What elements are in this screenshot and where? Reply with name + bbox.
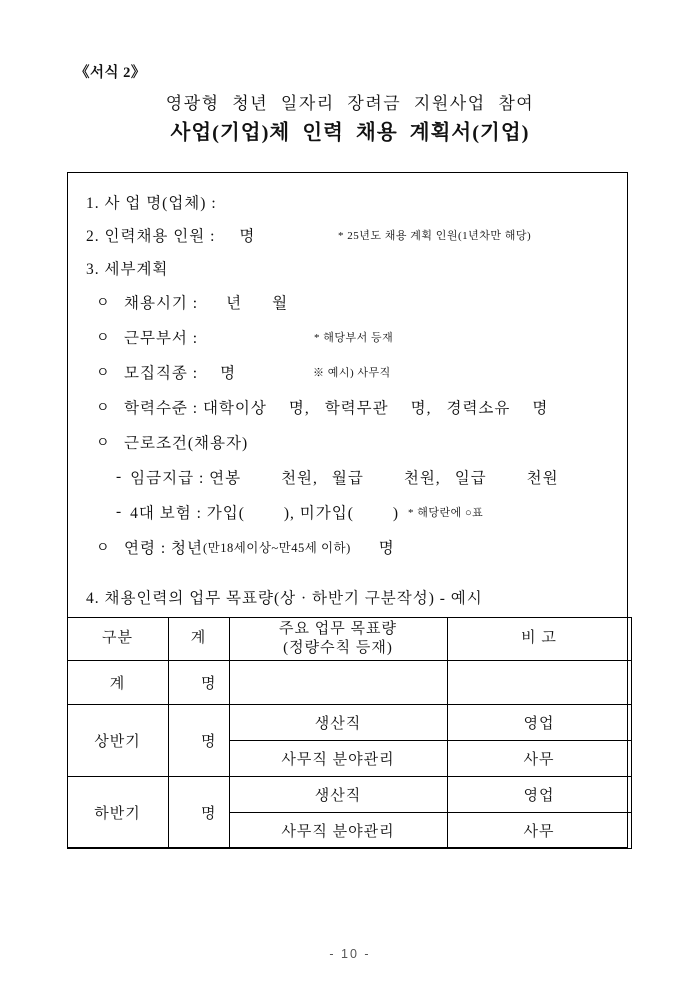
- second-half-task2-cell: 사무직 분야관리: [229, 812, 447, 848]
- education-label: 학력수준 : 대학이상: [124, 399, 267, 417]
- header-task-line2: (정량수칙 등재): [283, 639, 393, 656]
- line-business-name: [86, 185, 627, 218]
- form-content: [68, 173, 627, 613]
- total-unit-cell: 명: [168, 660, 229, 704]
- department-label: 근무부서 :: [124, 329, 199, 347]
- header-remark: 비 고: [447, 617, 631, 660]
- page-number: - 10 -: [329, 947, 371, 961]
- wage-unit-1: 천원,: [281, 469, 318, 487]
- circle-bullet-icon: ㅇ: [96, 295, 111, 311]
- header-task: [229, 617, 447, 660]
- document-title: 사업(기업)체 인력 채용 계획서(기업): [170, 122, 530, 144]
- detail-plan-label: 3. 세부계획: [86, 260, 169, 278]
- job-type-label: 모집직종 :: [124, 364, 199, 382]
- first-half-remark1-cell: 영업: [447, 704, 631, 740]
- hire-count-note: * 25년도 채용 계획 인원(1년차만 해당): [338, 229, 532, 242]
- form-body-box: [67, 172, 628, 848]
- first-half-task2-cell: 사무직 분야관리: [229, 740, 447, 776]
- circle-bullet-icon: ㅇ: [96, 365, 111, 381]
- education-unit-3: 명: [532, 399, 549, 417]
- sub-line-wage: [86, 459, 627, 494]
- bullet-work-condition: [86, 424, 627, 459]
- line-hire-count: [86, 218, 627, 251]
- circle-bullet-icon: ㅇ: [96, 330, 111, 346]
- second-half-task1-cell: 생산직: [229, 776, 447, 812]
- wage-label-2: 월급: [331, 469, 364, 487]
- first-half-task1-cell: 생산직: [229, 704, 447, 740]
- header-category: 구분: [67, 617, 168, 660]
- bullet-hiring-time: [86, 284, 627, 319]
- circle-bullet-icon: ㅇ: [96, 540, 111, 556]
- hiring-time-year-unit: 년: [226, 294, 243, 312]
- first-half-unit-cell: 명: [168, 704, 229, 776]
- hiring-time-month-unit: 월: [272, 294, 289, 312]
- wage-label-3: 일급: [454, 469, 487, 487]
- bullet-department: [86, 319, 627, 354]
- bullet-job-type: [86, 354, 627, 389]
- second-half-remark2-cell: 사무: [447, 812, 631, 848]
- form-tag: 《서식 2》: [75, 65, 146, 81]
- education-label-3: 경력소유: [446, 399, 511, 417]
- insurance-note: * 해당란에 ○표: [408, 506, 484, 519]
- dash-bullet-icon: -: [116, 502, 123, 520]
- circle-bullet-icon: ㅇ: [96, 435, 111, 451]
- hire-count-unit: 명: [239, 227, 256, 245]
- second-half-label-cell: 하반기: [67, 776, 168, 848]
- header-task-line1: 주요 업무 목표량: [279, 620, 397, 637]
- department-note: * 해당부서 등재: [314, 331, 394, 344]
- age-label: 연령 : 청년: [124, 539, 203, 557]
- dash-bullet-icon: -: [116, 467, 123, 485]
- wage-label: 임금지급 : 연봉: [130, 469, 242, 487]
- first-half-remark2-cell: 사무: [447, 740, 631, 776]
- total-remark-cell: [447, 660, 631, 704]
- work-condition-label: 근로조건(채용자): [124, 434, 249, 452]
- table-header-row: [67, 617, 631, 660]
- table-row-second-half-1: [67, 776, 631, 812]
- second-half-remark1-cell: 영업: [447, 776, 631, 812]
- wage-unit-2: 천원,: [403, 469, 441, 487]
- age-range-paren: (만18세이상~만45세 이하): [202, 540, 351, 555]
- second-half-unit-cell: 명: [168, 776, 229, 848]
- education-unit-1: 명,: [288, 399, 310, 417]
- work-target-table: [67, 617, 632, 849]
- sub-line-insurance: [86, 494, 627, 529]
- work-target-label: 4. 채용인력의 업무 목표량(상 · 하반기 구분작성) - 예시: [86, 589, 483, 607]
- table-row-first-half-1: [67, 704, 631, 740]
- line-work-target: [86, 580, 627, 613]
- total-label-cell: 계: [67, 660, 168, 704]
- education-label-2: 학력무관: [324, 399, 389, 417]
- job-type-unit: 명: [220, 364, 237, 382]
- job-type-note: ※ 예시) 사무직: [313, 366, 391, 379]
- wage-unit-3: 천원: [526, 469, 559, 487]
- hiring-time-label: 채용시기 :: [124, 294, 199, 312]
- hire-count-label: 2. 인력채용 인원 :: [86, 227, 216, 245]
- circle-bullet-icon: ㅇ: [96, 400, 111, 416]
- age-unit: 명: [378, 539, 395, 557]
- line-detail-plan: [86, 251, 627, 284]
- document-subtitle: 영광형 청년 일자리 장려금 지원사업 참여: [165, 94, 535, 113]
- table-row-total: [67, 660, 631, 704]
- total-task-cell: [229, 660, 447, 704]
- header-total: 계: [168, 617, 229, 660]
- bullet-age: [86, 529, 627, 564]
- business-name-label: 1. 사 업 명(업체) :: [86, 194, 217, 212]
- insurance-label: 4대 보험 : 가입( ), 미가입( ): [130, 504, 400, 522]
- education-unit-2: 명,: [410, 399, 432, 417]
- bullet-education: [86, 389, 627, 424]
- first-half-label-cell: 상반기: [67, 704, 168, 776]
